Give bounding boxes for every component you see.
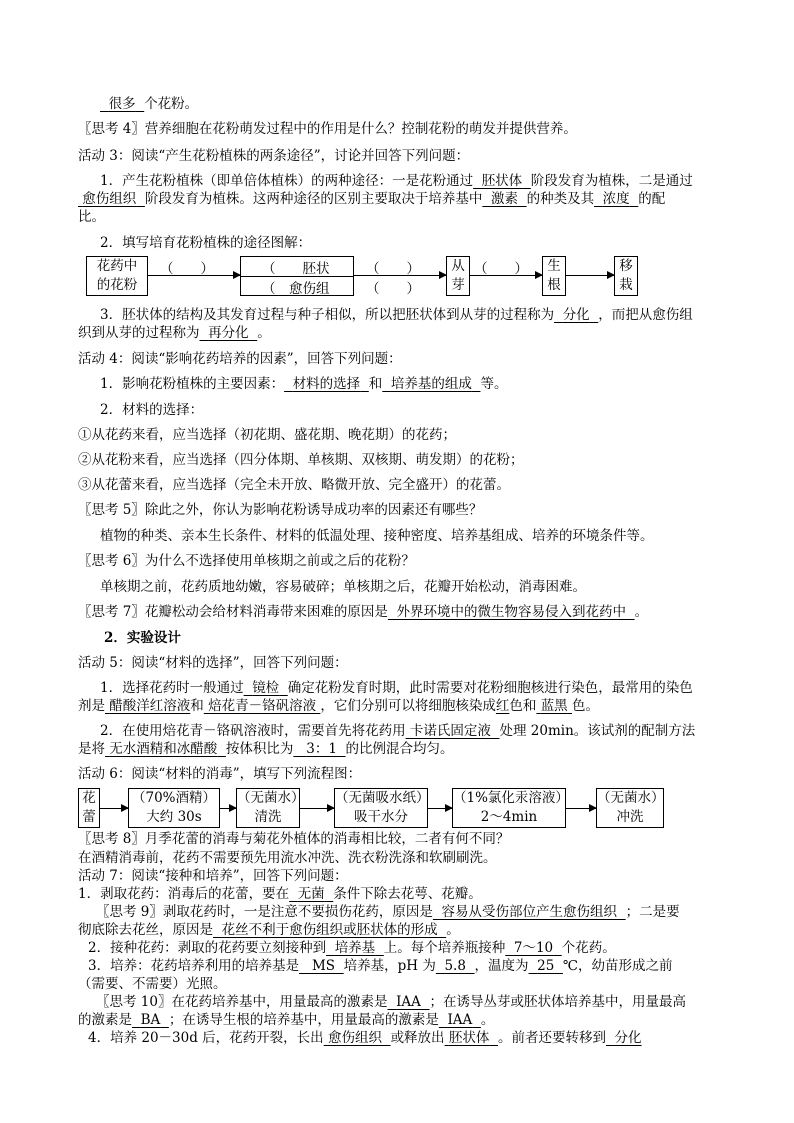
question-4: 〖思考 4〗营养细胞在花粉萌发过程中的作用是什么？控制花粉的萌发并提供营养。 bbox=[78, 121, 577, 137]
activity-4: 活动 4：阅读“影响花药培养的因素”，回答下列问题： bbox=[78, 351, 402, 367]
text-line: 2．填写培育花粉植株的途径图解： bbox=[100, 235, 312, 251]
blank-label: （ ） bbox=[160, 261, 214, 277]
blank-label: （ ） bbox=[366, 281, 420, 297]
text-line: 很多 个花粉。 bbox=[100, 95, 198, 113]
flow-box-water: （无菌水） 清洗 bbox=[236, 788, 300, 828]
question-5: 〖思考 5〗除此之外，你认为影响花粉诱导成功率的因素还有哪些？ bbox=[78, 502, 483, 518]
answer-6: 单核期之前，花药质地幼嫩，容易破碎；单核期之后，花瓣开始松动，消毒困难。 bbox=[100, 579, 586, 595]
question-9: 〖思考 9〗剥取花药时，一是注意不要损伤花药，原因是 容易从受伤部位产生愈伤组织 ；二是要 bbox=[96, 904, 680, 920]
text-line: 2．接种花药：剥取的花药要立刻接种到 培养基 上。每个培养瓶接种 7～10 个花药。 bbox=[88, 940, 616, 956]
text-line: 2．材料的选择： bbox=[100, 402, 204, 418]
text-line: ②从花粉来看，应当选择（四分体期、单核期、双核期、萌发期）的花粉； bbox=[78, 452, 524, 468]
text-line: 织到从芽的过程称为 再分化 。 bbox=[78, 325, 271, 341]
text-line: 1．剥取花药：消毒后的花蕾，要在 无菌 条件下除去花萼、花瓣。 bbox=[78, 886, 482, 902]
answer-8: 在酒精消毒前，花药不需要预先用流水冲洗、洗衣粉洗涤和软刷刷洗。 bbox=[78, 850, 497, 866]
answer: 很多 bbox=[108, 96, 136, 112]
flow-box-alcohol: （70%酒精） 大约 30s bbox=[128, 788, 220, 828]
question-8: 〖思考 8〗月季花蕾的消毒与菊花外植体的消毒相比较，二者有何不同？ bbox=[78, 831, 510, 847]
text-line: 2．在使用焙花青－铬矾溶液时，需要首先将花药用 卡诺氏固定液 处理 20min。该试剂的配制方法 bbox=[100, 723, 696, 739]
flow-box-mercury: （1%氯化汞溶液） 2～4min bbox=[452, 788, 566, 828]
text-line: 1．产生花粉植株（即单倍体植株）的两种途径：一是花粉通过 胚状体 阶段发育为植株，二是通过 bbox=[100, 173, 693, 189]
text-line: 1．影响花粉植株的主要因素： 材料的选择 和 培养基的组成 等。 bbox=[100, 376, 508, 392]
question-7: 〖思考 7〗花瓣松动会给材料消毒带来困难的原因是 外界环境中的微生物容易侵入到花药中 。 bbox=[78, 604, 649, 620]
text-line: 是将 无水酒精和冰醋酸 按体积比为 3：1 的比例混合均匀。 bbox=[78, 741, 454, 757]
text-line: （需要、不需要）光照。 bbox=[78, 976, 227, 992]
embryoid-label: （ 胚状 bbox=[262, 261, 330, 277]
arrow bbox=[566, 275, 614, 276]
answer-5: 植物的种类、亲本生长条件、材料的低温处理、接种密度、培养基组成、培养的环境条件等。 bbox=[100, 528, 654, 544]
flow-box-paper: （无菌吸水纸） 吸干水分 bbox=[334, 788, 428, 828]
activity-5: 活动 5：阅读“材料的选择”，回答下列问题： bbox=[78, 655, 348, 671]
text-line: 1．选择花药时一般通过 镜检 确定花粉发育时期，此时需要对花粉细胞核进行染色，最常用的染色 bbox=[100, 680, 693, 696]
question-6: 〖思考 6〗为什么不选择使用单核期之前或之后的花粉？ bbox=[78, 553, 415, 569]
flow-box-bud: 花 蕾 bbox=[78, 788, 100, 828]
flow-box-rinse: （无菌水） 冲洗 bbox=[596, 788, 664, 828]
arrow bbox=[100, 808, 128, 809]
text-line: ①从花药来看，应当选择（初花期、盛花期、晚花期）的花药； bbox=[78, 427, 456, 443]
text-line: ③从花蕾来看，应当选择（完全未开放、略微开放、完全盛开）的花蕾。 bbox=[78, 477, 510, 493]
activity-7: 活动 7：阅读“接种和培养”，回答下列问题： bbox=[78, 868, 348, 884]
blank-label: （ ） bbox=[366, 261, 420, 277]
text-line: 3．胚状体的结构及其发育过程与种子相似，所以把胚状体到从芽的过程称为 分化 ，而把从愈伤组 bbox=[100, 307, 693, 323]
callus-label: （ 愈伤组 bbox=[262, 281, 330, 297]
text-line: 愈伤组织 阶段发育为植株。这两种途径的区别主要取决于培养基中 激素 的种类及其 浓度 的配 bbox=[82, 191, 666, 207]
text-line: 比。 bbox=[78, 209, 105, 225]
text-line: 剂是 醋酸洋红溶液和 焙花青－铬矾溶液 ，它们分别可以将细胞核染成红色和 蓝黑 色。 bbox=[78, 698, 599, 714]
text-line: 3．培养：花药培养利用的培养基是 MS 培养基，pH 为 5.8 ，温度为 25 ℃，幼苗形成之前 bbox=[88, 958, 673, 974]
arrow bbox=[428, 808, 452, 809]
flow-box-transplant: 移 栽 bbox=[614, 256, 638, 296]
section-title: 2．实验设计 bbox=[104, 630, 181, 646]
blank-label: （ ） bbox=[474, 261, 528, 277]
arrow bbox=[220, 808, 236, 809]
flow-box-root: 生 根 bbox=[542, 256, 566, 296]
text-line: 的激素是 BA ；在诱导生根的培养基中，用量最高的激素是 IAA 。 bbox=[78, 1012, 495, 1028]
flow-box-bud: 从 芽 bbox=[446, 256, 470, 296]
text-line: 彻底除去花丝，原因是 花丝不利于愈伤组织或胚状体的形成 。 bbox=[78, 922, 460, 938]
question-10: 〖思考 10〗在花药培养基中，用量最高的激素是 IAA ；在诱导丛芽或胚状体培养基中，用量最高 bbox=[96, 994, 687, 1010]
activity-3: 活动 3：阅读“产生花粉植株的两条途径”，讨论并回答下列问题： bbox=[78, 148, 470, 164]
text-line: 4．培养 20－30d 后，花药开裂，长出 愈伤组织 或释放出 胚状体 。前者还要转移到 分化 bbox=[88, 1030, 642, 1046]
flow-box-pollen: 花药中 的花粉 bbox=[86, 256, 148, 296]
arrow bbox=[566, 808, 596, 809]
arrow bbox=[300, 808, 334, 809]
activity-6: 活动 6：阅读“材料的消毒”，填写下列流程图： bbox=[78, 766, 362, 782]
